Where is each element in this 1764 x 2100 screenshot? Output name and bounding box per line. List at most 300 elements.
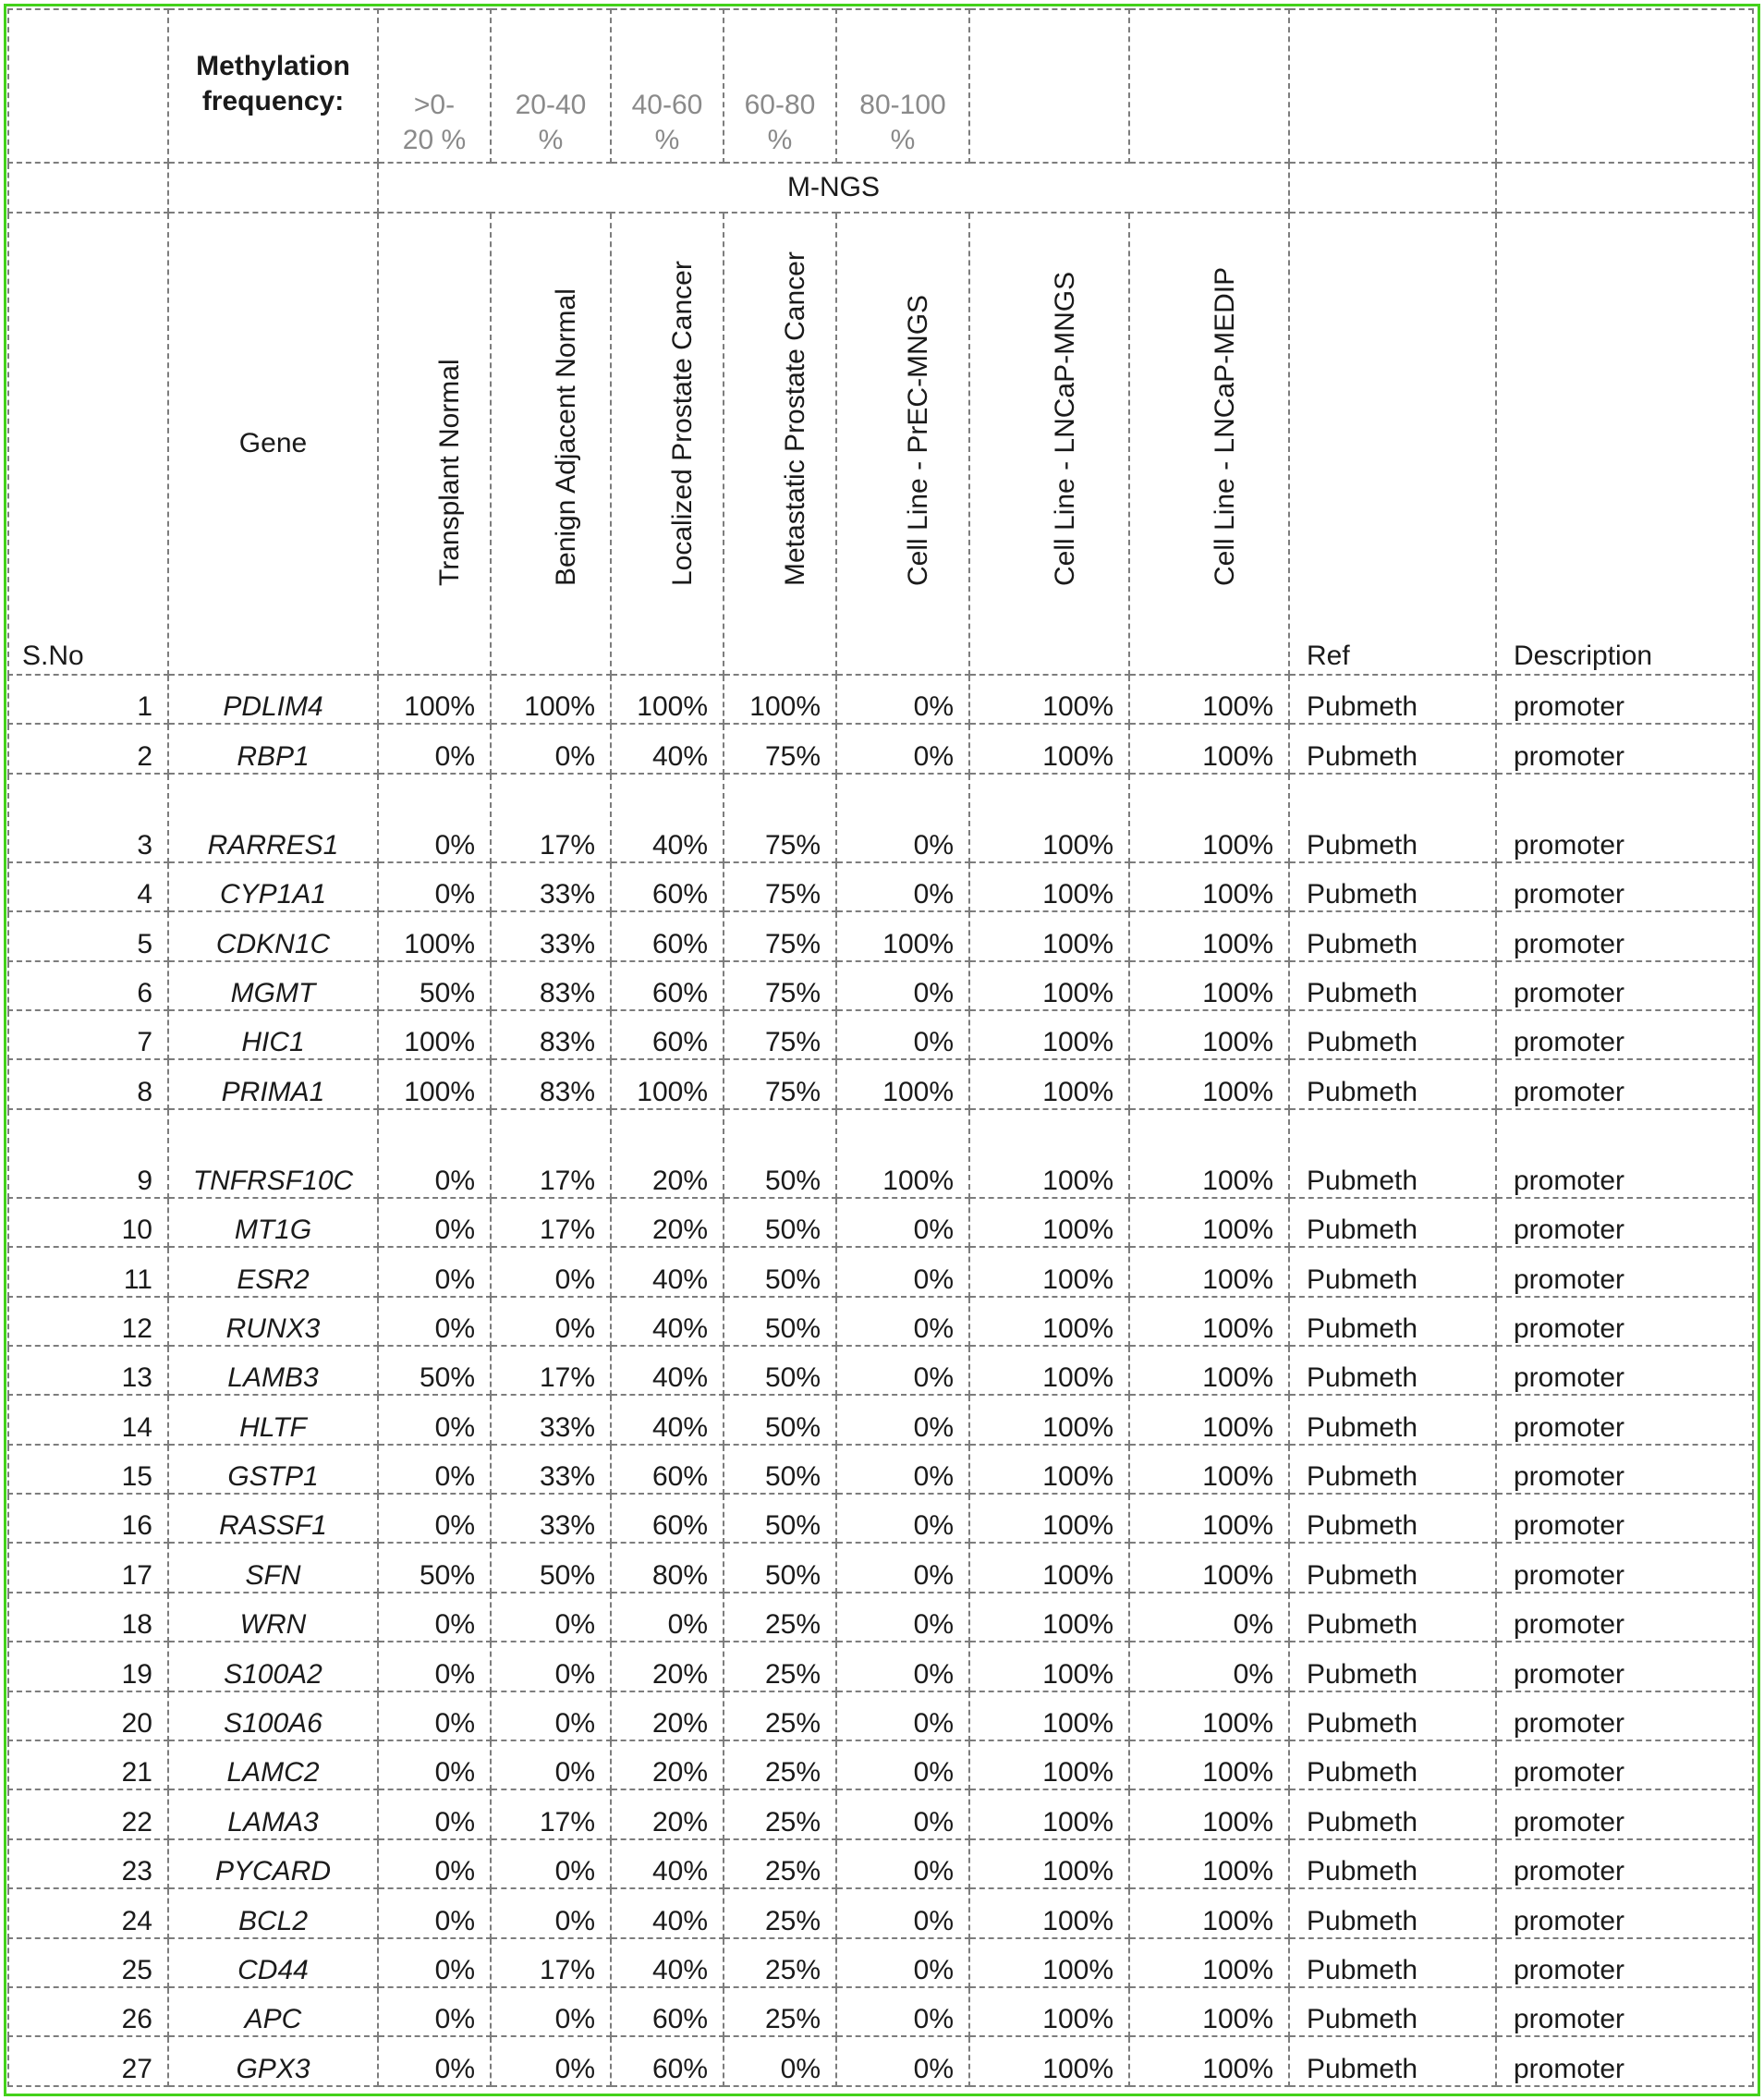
row-number: 7 xyxy=(8,1010,168,1059)
reference-cell: Pubmeth xyxy=(1289,1543,1496,1592)
description-cell: promoter xyxy=(1496,1247,1753,1296)
methylation-value: 0% xyxy=(836,1740,969,1789)
description-cell: promoter xyxy=(1496,1642,1753,1691)
description-cell: promoter xyxy=(1496,1494,1753,1543)
description-cell: promoter xyxy=(1496,1445,1753,1494)
gene-name: PDLIM4 xyxy=(168,675,378,724)
table-row xyxy=(8,1109,1753,1198)
methylation-value: 0% xyxy=(378,1938,491,1987)
reference-cell: Pubmeth xyxy=(1289,1494,1496,1543)
methylation-value: 100% xyxy=(378,911,491,960)
methylation-value: 0% xyxy=(836,1198,969,1247)
gene-name: BCL2 xyxy=(168,1888,378,1937)
description-cell: promoter xyxy=(1496,961,1753,1010)
gene-name: MGMT xyxy=(168,961,378,1010)
sample-header-benign-adjacent-normal: Benign Adjacent Normal xyxy=(551,288,581,586)
table-row xyxy=(8,862,1753,911)
methylation-value: 25% xyxy=(724,1888,836,1937)
gene-name: ESR2 xyxy=(168,1247,378,1296)
row-number: 16 xyxy=(8,1494,168,1543)
freq-bin-60-80: 60-80 % xyxy=(724,9,836,163)
methylation-table xyxy=(7,8,1754,2087)
gene-name: CDKN1C xyxy=(168,911,378,960)
methylation-value: 100% xyxy=(836,911,969,960)
gene-name: LAMC2 xyxy=(168,1740,378,1789)
methylation-value: 100% xyxy=(969,1691,1129,1740)
description-cell: promoter xyxy=(1496,2036,1753,2085)
methylation-value: 0% xyxy=(378,1839,491,1888)
methylation-value: 100% xyxy=(969,1494,1129,1543)
methylation-value: 50% xyxy=(724,1297,836,1346)
reference-cell: Pubmeth xyxy=(1289,675,1496,724)
methylation-value: 100% xyxy=(969,1543,1129,1592)
row-number: 26 xyxy=(8,1987,168,2036)
description-cell: promoter xyxy=(1496,1198,1753,1247)
table-row xyxy=(8,1839,1753,1888)
sample-header-lncap-medip: Cell Line - LNCaP-MEDIP xyxy=(1209,266,1240,586)
methylation-value: 0% xyxy=(836,1691,969,1740)
description-cell: promoter xyxy=(1496,724,1753,773)
table-row xyxy=(8,911,1753,960)
methylation-value: 17% xyxy=(491,1109,611,1198)
methylation-value: 100% xyxy=(969,724,1129,773)
methylation-value: 100% xyxy=(1129,1297,1289,1346)
methylation-value: 0% xyxy=(836,724,969,773)
reference-cell: Pubmeth xyxy=(1289,1346,1496,1395)
methylation-value: 100% xyxy=(724,675,836,724)
methylation-value: 100% xyxy=(969,1297,1129,1346)
table-row xyxy=(8,1198,1753,1247)
methylation-value: 0% xyxy=(378,862,491,911)
methylation-value: 50% xyxy=(378,1346,491,1395)
methylation-value: 100% xyxy=(1129,1494,1289,1543)
empty-cell xyxy=(8,163,168,213)
methylation-value: 60% xyxy=(611,911,724,960)
table-row xyxy=(8,675,1753,724)
methylation-value: 0% xyxy=(378,724,491,773)
description-cell: promoter xyxy=(1496,1395,1753,1444)
description-header: Description xyxy=(1496,213,1753,675)
methylation-value: 100% xyxy=(836,1059,969,1108)
gene-name: MT1G xyxy=(168,1198,378,1247)
methylation-value: 100% xyxy=(1129,911,1289,960)
methylation-value: 100% xyxy=(1129,675,1289,724)
row-number: 25 xyxy=(8,1938,168,1987)
methylation-value: 100% xyxy=(969,1839,1129,1888)
freq-bin-40-60: 40-60 % xyxy=(611,9,724,163)
gene-name: CYP1A1 xyxy=(168,862,378,911)
reference-cell: Pubmeth xyxy=(1289,1297,1496,1346)
methylation-value: 50% xyxy=(378,961,491,1010)
gene-name: RUNX3 xyxy=(168,1297,378,1346)
row-number: 15 xyxy=(8,1445,168,1494)
description-cell: promoter xyxy=(1496,1938,1753,1987)
description-cell: promoter xyxy=(1496,1839,1753,1888)
table-row xyxy=(8,774,1753,862)
methylation-value: 83% xyxy=(491,1010,611,1059)
methylation-value: 50% xyxy=(724,1494,836,1543)
methylation-value: 40% xyxy=(611,1395,724,1444)
methylation-value: 40% xyxy=(611,1839,724,1888)
reference-cell: Pubmeth xyxy=(1289,1010,1496,1059)
table-row xyxy=(8,1888,1753,1937)
description-cell: promoter xyxy=(1496,1740,1753,1789)
row-number: 9 xyxy=(8,1109,168,1198)
methylation-value: 20% xyxy=(611,1789,724,1838)
table-row xyxy=(8,1987,1753,2036)
methylation-value: 100% xyxy=(969,1247,1129,1296)
row-number: 23 xyxy=(8,1839,168,1888)
methylation-value: 40% xyxy=(611,1888,724,1937)
methylation-value: 0% xyxy=(378,1494,491,1543)
table-row xyxy=(8,1445,1753,1494)
methylation-value: 100% xyxy=(611,1059,724,1108)
methylation-value: 0% xyxy=(836,774,969,862)
description-cell: promoter xyxy=(1496,1987,1753,2036)
methylation-value: 50% xyxy=(491,1543,611,1592)
gene-name: RARRES1 xyxy=(168,774,378,862)
methylation-value: 0% xyxy=(836,1247,969,1296)
methylation-value: 0% xyxy=(491,1740,611,1789)
methylation-value: 33% xyxy=(491,1494,611,1543)
methylation-value: 50% xyxy=(724,1445,836,1494)
methylation-value: 100% xyxy=(378,1010,491,1059)
methylation-value: 100% xyxy=(1129,1059,1289,1108)
row-number: 6 xyxy=(8,961,168,1010)
methylation-value: 0% xyxy=(491,1691,611,1740)
methylation-value: 0% xyxy=(836,1987,969,2036)
empty-cell xyxy=(8,9,168,163)
methylation-value: 60% xyxy=(611,1494,724,1543)
row-number: 21 xyxy=(8,1740,168,1789)
methylation-value: 20% xyxy=(611,1109,724,1198)
row-number: 4 xyxy=(8,862,168,911)
reference-cell: Pubmeth xyxy=(1289,1740,1496,1789)
table-row xyxy=(8,724,1753,773)
methylation-value: 0% xyxy=(378,1109,491,1198)
row-number: 12 xyxy=(8,1297,168,1346)
methylation-value: 60% xyxy=(611,862,724,911)
table-row xyxy=(8,1642,1753,1691)
methylation-value: 60% xyxy=(611,2036,724,2085)
methylation-value: 100% xyxy=(491,675,611,724)
methylation-value: 33% xyxy=(491,1445,611,1494)
methylation-value: 40% xyxy=(611,1297,724,1346)
reference-cell: Pubmeth xyxy=(1289,1642,1496,1691)
methylation-value: 40% xyxy=(611,1938,724,1987)
methylation-value: 50% xyxy=(724,1198,836,1247)
row-number: 19 xyxy=(8,1642,168,1691)
gene-name: PRIMA1 xyxy=(168,1059,378,1108)
reference-cell: Pubmeth xyxy=(1289,774,1496,862)
methylation-value: 60% xyxy=(611,1987,724,2036)
methylation-value: 100% xyxy=(1129,1987,1289,2036)
platform-label: M-NGS xyxy=(378,163,1289,213)
methylation-value: 75% xyxy=(724,774,836,862)
methylation-value: 0% xyxy=(836,961,969,1010)
methylation-value: 0% xyxy=(836,1938,969,1987)
gene-name: S100A2 xyxy=(168,1642,378,1691)
row-number: 22 xyxy=(8,1789,168,1838)
gene-name: PYCARD xyxy=(168,1839,378,1888)
methylation-value: 40% xyxy=(611,724,724,773)
methylation-value: 25% xyxy=(724,1691,836,1740)
table-row xyxy=(8,2036,1753,2085)
methylation-value: 50% xyxy=(724,1543,836,1592)
gene-name: APC xyxy=(168,1987,378,2036)
row-number: 17 xyxy=(8,1543,168,1592)
methylation-value: 17% xyxy=(491,774,611,862)
gene-header: Gene xyxy=(168,213,378,675)
methylation-value: 33% xyxy=(491,862,611,911)
sample-header-metastatic-prostate-cancer: Metastatic Prostate Cancer xyxy=(780,251,810,586)
methylation-value: 100% xyxy=(836,1109,969,1198)
methylation-value: 17% xyxy=(491,1346,611,1395)
description-cell: promoter xyxy=(1496,1346,1753,1395)
methylation-value: 25% xyxy=(724,1938,836,1987)
reference-cell: Pubmeth xyxy=(1289,1938,1496,1987)
row-number: 20 xyxy=(8,1691,168,1740)
methylation-value: 0% xyxy=(378,1789,491,1838)
table-row xyxy=(8,1395,1753,1444)
methylation-value: 0% xyxy=(378,1987,491,2036)
methylation-value: 0% xyxy=(836,1839,969,1888)
description-cell: promoter xyxy=(1496,1010,1753,1059)
methylation-value: 17% xyxy=(491,1789,611,1838)
methylation-value: 100% xyxy=(1129,774,1289,862)
ref-header: Ref xyxy=(1289,213,1496,675)
table-row xyxy=(8,1059,1753,1108)
gene-name: RASSF1 xyxy=(168,1494,378,1543)
description-cell: promoter xyxy=(1496,911,1753,960)
methylation-value: 0% xyxy=(836,1642,969,1691)
methylation-value: 0% xyxy=(378,1740,491,1789)
methylation-value: 60% xyxy=(611,961,724,1010)
methylation-value: 25% xyxy=(724,1740,836,1789)
methylation-value: 0% xyxy=(378,1198,491,1247)
methylation-value: 0% xyxy=(378,1642,491,1691)
row-number: 24 xyxy=(8,1888,168,1937)
methylation-value: 100% xyxy=(969,911,1129,960)
gene-name: WRN xyxy=(168,1593,378,1642)
methylation-value: 100% xyxy=(1129,2036,1289,2085)
description-cell: promoter xyxy=(1496,1691,1753,1740)
methylation-value: 0% xyxy=(491,1888,611,1937)
table-row xyxy=(8,961,1753,1010)
table-row xyxy=(8,1543,1753,1592)
methylation-value: 75% xyxy=(724,961,836,1010)
methylation-value: 100% xyxy=(378,1059,491,1108)
methylation-value: 100% xyxy=(969,1395,1129,1444)
description-cell: promoter xyxy=(1496,675,1753,724)
empty-cell xyxy=(1496,9,1753,163)
methylation-value: 0% xyxy=(378,1297,491,1346)
methylation-value: 100% xyxy=(1129,1789,1289,1838)
row-number: 27 xyxy=(8,2036,168,2085)
methylation-value: 100% xyxy=(1129,961,1289,1010)
methylation-value: 100% xyxy=(1129,1543,1289,1592)
freq-bin-0-20: >0- 20 % xyxy=(378,9,491,163)
table-row xyxy=(8,1593,1753,1642)
methylation-value: 33% xyxy=(491,911,611,960)
methylation-value: 17% xyxy=(491,1938,611,1987)
methylation-value: 20% xyxy=(611,1642,724,1691)
methylation-value: 0% xyxy=(611,1593,724,1642)
methylation-value: 100% xyxy=(969,961,1129,1010)
description-cell: promoter xyxy=(1496,1789,1753,1838)
methylation-value: 0% xyxy=(836,1593,969,1642)
methylation-value: 0% xyxy=(491,1839,611,1888)
methylation-value: 100% xyxy=(1129,724,1289,773)
row-number: 13 xyxy=(8,1346,168,1395)
methylation-value: 100% xyxy=(969,1346,1129,1395)
gene-name: LAMB3 xyxy=(168,1346,378,1395)
description-cell: promoter xyxy=(1496,1059,1753,1108)
reference-cell: Pubmeth xyxy=(1289,862,1496,911)
methylation-value: 100% xyxy=(1129,1247,1289,1296)
table-row xyxy=(8,1247,1753,1296)
methylation-value: 100% xyxy=(1129,1938,1289,1987)
description-cell: promoter xyxy=(1496,1888,1753,1937)
methylation-value: 0% xyxy=(491,1593,611,1642)
row-number: 11 xyxy=(8,1247,168,1296)
empty-cell xyxy=(1129,9,1289,163)
gene-name: TNFRSF10C xyxy=(168,1109,378,1198)
gene-name: S100A6 xyxy=(168,1691,378,1740)
methylation-value: 0% xyxy=(491,1247,611,1296)
methylation-value: 50% xyxy=(724,1109,836,1198)
reference-cell: Pubmeth xyxy=(1289,911,1496,960)
methylation-value: 0% xyxy=(378,774,491,862)
methylation-value: 75% xyxy=(724,1059,836,1108)
methylation-value: 0% xyxy=(491,2036,611,2085)
sample-header-transplant-normal: Transplant Normal xyxy=(434,359,465,586)
methylation-value: 100% xyxy=(1129,1346,1289,1395)
methylation-value: 0% xyxy=(836,1543,969,1592)
methylation-value: 0% xyxy=(836,1010,969,1059)
freq-bin-80-100: 80-100 % xyxy=(836,9,969,163)
table-row xyxy=(8,1010,1753,1059)
row-number: 14 xyxy=(8,1395,168,1444)
sample-header-localized-prostate-cancer: Localized Prostate Cancer xyxy=(667,261,698,586)
row-number: 1 xyxy=(8,675,168,724)
sample-header-prec-mngs: Cell Line - PrEC-MNGS xyxy=(903,294,933,586)
methylation-value: 100% xyxy=(969,1109,1129,1198)
methylation-value: 0% xyxy=(491,1987,611,2036)
description-cell: promoter xyxy=(1496,1543,1753,1592)
methylation-value: 100% xyxy=(1129,1395,1289,1444)
methylation-value: 25% xyxy=(724,1987,836,2036)
methylation-value: 60% xyxy=(611,1010,724,1059)
sno-header: S.No xyxy=(8,213,168,675)
methylation-value: 100% xyxy=(378,675,491,724)
platform-row xyxy=(8,163,1753,213)
row-number: 2 xyxy=(8,724,168,773)
table-row xyxy=(8,1740,1753,1789)
methylation-value: 100% xyxy=(1129,1839,1289,1888)
empty-cell xyxy=(1289,163,1496,213)
description-cell: promoter xyxy=(1496,1297,1753,1346)
methylation-value: 100% xyxy=(969,1445,1129,1494)
methylation-value: 50% xyxy=(724,1346,836,1395)
empty-cell xyxy=(969,9,1129,163)
reference-cell: Pubmeth xyxy=(1289,1395,1496,1444)
gene-name: SFN xyxy=(168,1543,378,1592)
methylation-value: 100% xyxy=(969,1987,1129,2036)
methylation-value: 0% xyxy=(1129,1593,1289,1642)
methylation-value: 75% xyxy=(724,862,836,911)
methylation-value: 0% xyxy=(836,1445,969,1494)
table-row xyxy=(8,1297,1753,1346)
methylation-value: 33% xyxy=(491,1395,611,1444)
methylation-value: 17% xyxy=(491,1198,611,1247)
table-row xyxy=(8,1789,1753,1838)
gene-name: LAMA3 xyxy=(168,1789,378,1838)
reference-cell: Pubmeth xyxy=(1289,2036,1496,2085)
methylation-value: 100% xyxy=(969,1059,1129,1108)
methylation-value: 0% xyxy=(378,1593,491,1642)
gene-name: CD44 xyxy=(168,1938,378,1987)
reference-cell: Pubmeth xyxy=(1289,1109,1496,1198)
methylation-value: 0% xyxy=(724,2036,836,2085)
table-row xyxy=(8,1691,1753,1740)
methylation-value: 0% xyxy=(491,724,611,773)
table-row xyxy=(8,1346,1753,1395)
methylation-value: 0% xyxy=(836,2036,969,2085)
methylation-value: 50% xyxy=(724,1247,836,1296)
methylation-value: 100% xyxy=(969,774,1129,862)
methylation-value: 25% xyxy=(724,1839,836,1888)
methylation-value: 50% xyxy=(378,1543,491,1592)
methylation-value: 100% xyxy=(1129,1691,1289,1740)
methylation-value: 0% xyxy=(378,1691,491,1740)
methylation-value: 100% xyxy=(969,1740,1129,1789)
reference-cell: Pubmeth xyxy=(1289,1691,1496,1740)
methylation-value: 100% xyxy=(969,862,1129,911)
methylation-value: 100% xyxy=(1129,1198,1289,1247)
methylation-value: 0% xyxy=(491,1297,611,1346)
reference-cell: Pubmeth xyxy=(1289,1198,1496,1247)
empty-cell xyxy=(1289,9,1496,163)
gene-name: GSTP1 xyxy=(168,1445,378,1494)
methylation-value: 25% xyxy=(724,1593,836,1642)
methylation-value: 80% xyxy=(611,1543,724,1592)
methylation-value: 100% xyxy=(969,1642,1129,1691)
methylation-value: 0% xyxy=(836,1494,969,1543)
description-cell: promoter xyxy=(1496,862,1753,911)
gene-name: HLTF xyxy=(168,1395,378,1444)
methylation-value: 0% xyxy=(836,1888,969,1937)
reference-cell: Pubmeth xyxy=(1289,1247,1496,1296)
methylation-value: 100% xyxy=(1129,1010,1289,1059)
methylation-value: 75% xyxy=(724,911,836,960)
methylation-value: 0% xyxy=(836,862,969,911)
table-row xyxy=(8,1938,1753,1987)
methylation-frequency-label: Methylation frequency: xyxy=(168,9,378,163)
methylation-value: 20% xyxy=(611,1691,724,1740)
reference-cell: Pubmeth xyxy=(1289,1987,1496,2036)
reference-cell: Pubmeth xyxy=(1289,1888,1496,1937)
methylation-value: 83% xyxy=(491,961,611,1010)
methylation-value: 100% xyxy=(1129,1445,1289,1494)
reference-cell: Pubmeth xyxy=(1289,1839,1496,1888)
methylation-value: 100% xyxy=(969,1593,1129,1642)
methylation-value: 75% xyxy=(724,724,836,773)
methylation-value: 40% xyxy=(611,1247,724,1296)
methylation-value: 0% xyxy=(491,1642,611,1691)
methylation-value: 50% xyxy=(724,1395,836,1444)
methylation-value: 100% xyxy=(969,1938,1129,1987)
